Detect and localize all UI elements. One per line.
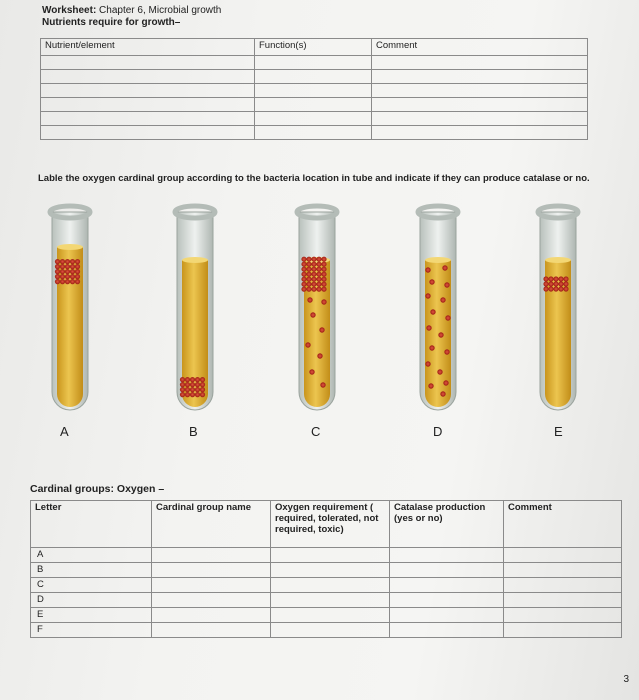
table-row: E (31, 608, 622, 623)
instructions: Lable the oxygen cardinal group according to the bacteria location in tube and indicate if they can produce catalase or no. (38, 173, 590, 184)
bacteria-colony (180, 382, 185, 387)
bacteria-colony (440, 391, 445, 396)
bacteria-colony (306, 277, 311, 282)
table-row: D (31, 593, 622, 608)
bacteria-colony (310, 312, 315, 317)
column-header: Comment (504, 501, 622, 548)
bacteria-colony (70, 264, 75, 269)
bacteria-colony (185, 377, 190, 382)
bacteria-colony (55, 264, 60, 269)
bacteria-colony (190, 377, 195, 382)
table-row: A (31, 548, 622, 563)
column-header: Oxygen requirement ( required, tolerated, not required, toxic) (271, 501, 390, 548)
table-row: C (31, 578, 622, 593)
bacteria-colony (309, 369, 314, 374)
bacteria-colony (185, 392, 190, 397)
bacteria-colony (185, 382, 190, 387)
bacteria-colony (301, 267, 306, 272)
bacteria-colony (301, 262, 306, 267)
bacteria-colony (548, 281, 553, 286)
bacteria-colony (55, 279, 60, 284)
bacteria-colony (200, 387, 205, 392)
bacteria-colony (543, 276, 548, 281)
bacteria-colony (563, 281, 568, 286)
bacteria-colony (321, 299, 326, 304)
bacteria-colony (316, 272, 321, 277)
bacteria-colony (60, 264, 65, 269)
medium-surface (425, 257, 451, 263)
test-tube-c (297, 206, 337, 410)
bacteria-colony (543, 281, 548, 286)
column-header: Catalase production (yes or no) (390, 501, 504, 548)
tube-label-d: D (433, 424, 443, 439)
column-header: Function(s) (255, 39, 372, 56)
bacteria-colony (311, 262, 316, 267)
bacteria-colony (200, 392, 205, 397)
bacteria-colony (195, 392, 200, 397)
bacteria-colony (200, 382, 205, 387)
bacteria-colony (443, 380, 448, 385)
bacteria-colony (305, 342, 310, 347)
bacteria-colony (425, 267, 430, 272)
test-tube-e (538, 206, 578, 410)
bacteria-colony (65, 274, 70, 279)
bacteria-colony (548, 276, 553, 281)
bacteria-colony (429, 279, 434, 284)
column-header: Nutrient/element (41, 39, 255, 56)
table-row: F (31, 623, 622, 638)
bacteria-colony (321, 287, 326, 292)
bacteria-colony (543, 286, 548, 291)
bacteria-colony (311, 272, 316, 277)
bacteria-colony (60, 259, 65, 264)
bacteria-colony (190, 382, 195, 387)
bacteria-colony (316, 282, 321, 287)
tube-label-b: B (189, 424, 198, 439)
bacteria-colony (553, 281, 558, 286)
bacteria-colony (307, 297, 312, 302)
bacteria-colony (180, 392, 185, 397)
page-number: 3 (623, 674, 629, 685)
bacteria-colony (301, 282, 306, 287)
bacteria-colony (430, 309, 435, 314)
bacteria-colony (65, 259, 70, 264)
bacteria-colony (426, 325, 431, 330)
bacteria-colony (195, 377, 200, 382)
bacteria-colony (444, 282, 449, 287)
cardinal-groups-title: Cardinal groups: Oxygen – (30, 483, 165, 495)
bacteria-colony (311, 277, 316, 282)
bacteria-colony (553, 286, 558, 291)
bacteria-colony (60, 279, 65, 284)
bacteria-colony (311, 257, 316, 262)
bacteria-colony (65, 269, 70, 274)
bacteria-colony (319, 327, 324, 332)
bacteria-colony (306, 257, 311, 262)
bacteria-colony (301, 257, 306, 262)
cardinal-groups-table (30, 500, 622, 638)
bacteria-colony (316, 257, 321, 262)
bacteria-colony (563, 276, 568, 281)
bacteria-colony (195, 387, 200, 392)
bacteria-colony (200, 377, 205, 382)
test-tube-d (418, 206, 458, 410)
medium-surface (545, 257, 571, 263)
bacteria-colony (316, 267, 321, 272)
bacteria-colony (320, 382, 325, 387)
column-header: Letter (31, 501, 152, 548)
test-tube-a (50, 206, 90, 410)
bacteria-colony (190, 392, 195, 397)
bacteria-colony (70, 269, 75, 274)
bacteria-colony (321, 277, 326, 282)
bacteria-colony (60, 269, 65, 274)
bacteria-colony (316, 277, 321, 282)
bacteria-colony (301, 287, 306, 292)
bacteria-colony (306, 272, 311, 277)
bacteria-colony (185, 387, 190, 392)
medium-surface (57, 244, 83, 250)
column-header: Comment (372, 39, 588, 56)
worksheet-title: Worksheet: Chapter 6, Microbial growth (42, 5, 222, 16)
bacteria-colony (321, 272, 326, 277)
bacteria-colony (311, 267, 316, 272)
bacteria-colony (311, 282, 316, 287)
bacteria-colony (55, 274, 60, 279)
bacteria-colony (75, 259, 80, 264)
bacteria-colony (553, 276, 558, 281)
bacteria-colony (558, 286, 563, 291)
bacteria-colony (70, 274, 75, 279)
bacteria-colony (306, 282, 311, 287)
section-title: Nutrients require for growth– (42, 17, 181, 28)
bacteria-colony (316, 287, 321, 292)
bacteria-colony (442, 265, 447, 270)
bacteria-colony (444, 349, 449, 354)
bacteria-colony (425, 293, 430, 298)
bacteria-colony (306, 267, 311, 272)
bacteria-colony (317, 353, 322, 358)
tube-label-e: E (554, 424, 563, 439)
bacteria-colony (55, 259, 60, 264)
bacteria-colony (195, 382, 200, 387)
bacteria-colony (425, 361, 430, 366)
tube-label-a: A (60, 424, 69, 439)
test-tube-b (175, 206, 215, 410)
bacteria-colony (558, 281, 563, 286)
bacteria-colony (75, 274, 80, 279)
bacteria-colony (60, 274, 65, 279)
tube-label-c: C (311, 424, 321, 439)
bacteria-colony (301, 277, 306, 282)
bacteria-colony (311, 287, 316, 292)
bacteria-colony (306, 287, 311, 292)
bacteria-colony (563, 286, 568, 291)
bacteria-colony (316, 262, 321, 267)
medium-surface (182, 257, 208, 263)
bacteria-colony (429, 345, 434, 350)
bacteria-colony (65, 279, 70, 284)
bacteria-colony (428, 383, 433, 388)
bacteria-colony (55, 269, 60, 274)
bacteria-colony (70, 279, 75, 284)
bacteria-colony (321, 267, 326, 272)
bacteria-colony (70, 259, 75, 264)
column-header: Cardinal group name (152, 501, 271, 548)
bacteria-colony (75, 279, 80, 284)
table-row: B (31, 563, 622, 578)
bacteria-colony (306, 262, 311, 267)
bacteria-colony (445, 315, 450, 320)
bacteria-colony (75, 264, 80, 269)
bacteria-colony (437, 369, 442, 374)
bacteria-colony (438, 332, 443, 337)
bacteria-colony (321, 282, 326, 287)
bacteria-colony (301, 272, 306, 277)
bacteria-colony (190, 387, 195, 392)
bacteria-colony (548, 286, 553, 291)
bacteria-colony (65, 264, 70, 269)
bacteria-colony (180, 377, 185, 382)
bacteria-colony (180, 387, 185, 392)
bacteria-colony (440, 297, 445, 302)
bacteria-colony (558, 276, 563, 281)
bacteria-colony (75, 269, 80, 274)
bacteria-colony (321, 262, 326, 267)
bacteria-colony (321, 257, 326, 262)
